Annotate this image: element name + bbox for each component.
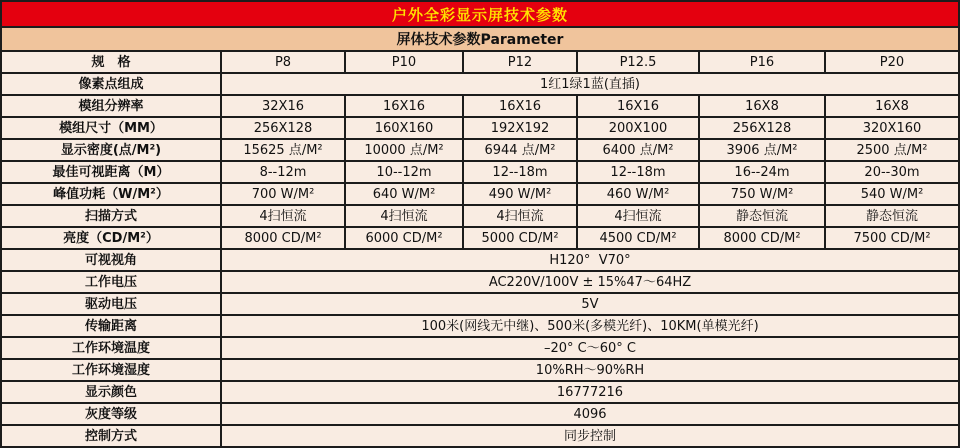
cell-value: 12--18m [576,162,698,182]
cell-value: 15625 点/M² [220,140,344,160]
table-row-gray-scale [2,402,958,424]
row-label: 可视视角 [84,252,137,268]
cell-value: H120° V70° [220,250,958,270]
table-row-drive-voltage [2,292,958,314]
row-label: 工作电压 [84,274,137,290]
row-label: 模组分辨率 [78,98,144,114]
row-label: 峰值功耗（W/M²） [53,186,169,202]
cell-value: 8--12m [220,162,344,182]
cell-value: 7500 CD/M² [824,228,958,248]
row-label: 控制方式 [84,428,137,444]
table-row-module-resolution [2,94,958,116]
row-label: 驱动电压 [84,296,137,312]
cell-value: 460 W/M² [576,184,698,204]
cell-value: 16X8 [824,96,958,116]
cell-value: 4扫恒流 [462,206,576,226]
table-row-brightness [2,226,958,248]
row-label: 亮度（CD/M²） [63,230,159,246]
row-label: 传输距离 [84,318,137,334]
table-row-viewing-distance [2,160,958,182]
spec-header-row [2,50,958,72]
cell-value: 6000 CD/M² [344,228,462,248]
cell-value: 12--18m [462,162,576,182]
cell-value: 5V [220,294,958,314]
cell-value: 16X16 [462,96,576,116]
page-title-bar [2,2,958,26]
cell-value: 200X100 [576,118,698,138]
column-header-p16: P16 [698,52,824,72]
cell-value: 2500 点/M² [824,140,958,160]
column-header-p20: P20 [824,52,958,72]
table-row-working-voltage [2,270,958,292]
cell-value: 10000 点/M² [344,140,462,160]
cell-value: 4扫恒流 [220,206,344,226]
table-row-control-mode [2,424,958,446]
cell-value: 同步控制 [220,426,958,446]
column-header-p8: P8 [220,52,344,72]
cell-value: 192X192 [462,118,576,138]
row-label: 工作环境温度 [71,340,150,356]
table-subtitle: 屏体技术参数Parameter [396,32,564,48]
cell-value: 640 W/M² [344,184,462,204]
cell-value: 750 W/M² [698,184,824,204]
row-label: 工作环境湿度 [71,362,150,378]
column-header-p10: P10 [344,52,462,72]
cell-value: 16X8 [698,96,824,116]
table-row-scan-mode [2,204,958,226]
table-row-operating-humidity [2,358,958,380]
table-row-display-colors [2,380,958,402]
cell-value: 160X160 [344,118,462,138]
column-header-p12-5: P12.5 [576,52,698,72]
cell-value: 256X128 [698,118,824,138]
cell-value: 6400 点/M² [576,140,698,160]
row-label: 像素点组成 [78,76,144,92]
cell-value: 256X128 [220,118,344,138]
table-row-peak-power [2,182,958,204]
row-label: 显示密度(点/M²) [60,142,162,158]
cell-value: 4500 CD/M² [576,228,698,248]
cell-value: –20° C～60° C [220,338,958,358]
cell-value: 700 W/M² [220,184,344,204]
table-row-module-size [2,116,958,138]
cell-value: 静态恒流 [824,206,958,226]
cell-value: 5000 CD/M² [462,228,576,248]
cell-value: 4扫恒流 [344,206,462,226]
cell-value: 320X160 [824,118,958,138]
row-label: 最佳可视距离（M） [52,164,170,180]
cell-value: 16X16 [344,96,462,116]
cell-value: 16777216 [220,382,958,402]
row-label: 显示颜色 [84,384,137,400]
row-label: 扫描方式 [84,208,137,224]
spec-header-label: 规 格 [91,54,131,70]
table-row-pixel-composition [2,72,958,94]
cell-value: AC220V/100V ± 15%47～64HZ [220,272,958,292]
cell-value: 1红1绿1蓝(直插) [220,74,958,94]
cell-value: 4096 [220,404,958,424]
cell-value: 16X16 [576,96,698,116]
row-label: 模组尺寸（MM） [59,120,163,136]
cell-value: 4扫恒流 [576,206,698,226]
cell-value: 10%RH～90%RH [220,360,958,380]
cell-value: 20--30m [824,162,958,182]
table-row-operating-temperature [2,336,958,358]
cell-value: 3906 点/M² [698,140,824,160]
cell-value: 32X16 [220,96,344,116]
cell-value: 16--24m [698,162,824,182]
cell-value: 540 W/M² [824,184,958,204]
table-row-viewing-angle [2,248,958,270]
subtitle-bar [2,26,958,50]
cell-value: 490 W/M² [462,184,576,204]
cell-value: 10--12m [344,162,462,182]
cell-value: 8000 CD/M² [220,228,344,248]
cell-value: 8000 CD/M² [698,228,824,248]
table-row-display-density [2,138,958,160]
page-title: 户外全彩显示屏技术参数 [391,5,568,24]
parameter-table [2,50,958,446]
column-header-p12: P12 [462,52,576,72]
cell-value: 6944 点/M² [462,140,576,160]
cell-value: 100米(网线无中继)、500米(多模光纤)、10KM(单模光纤) [220,316,958,336]
table-row-transmission-distance [2,314,958,336]
cell-value: 静态恒流 [698,206,824,226]
row-label: 灰度等级 [84,406,137,422]
